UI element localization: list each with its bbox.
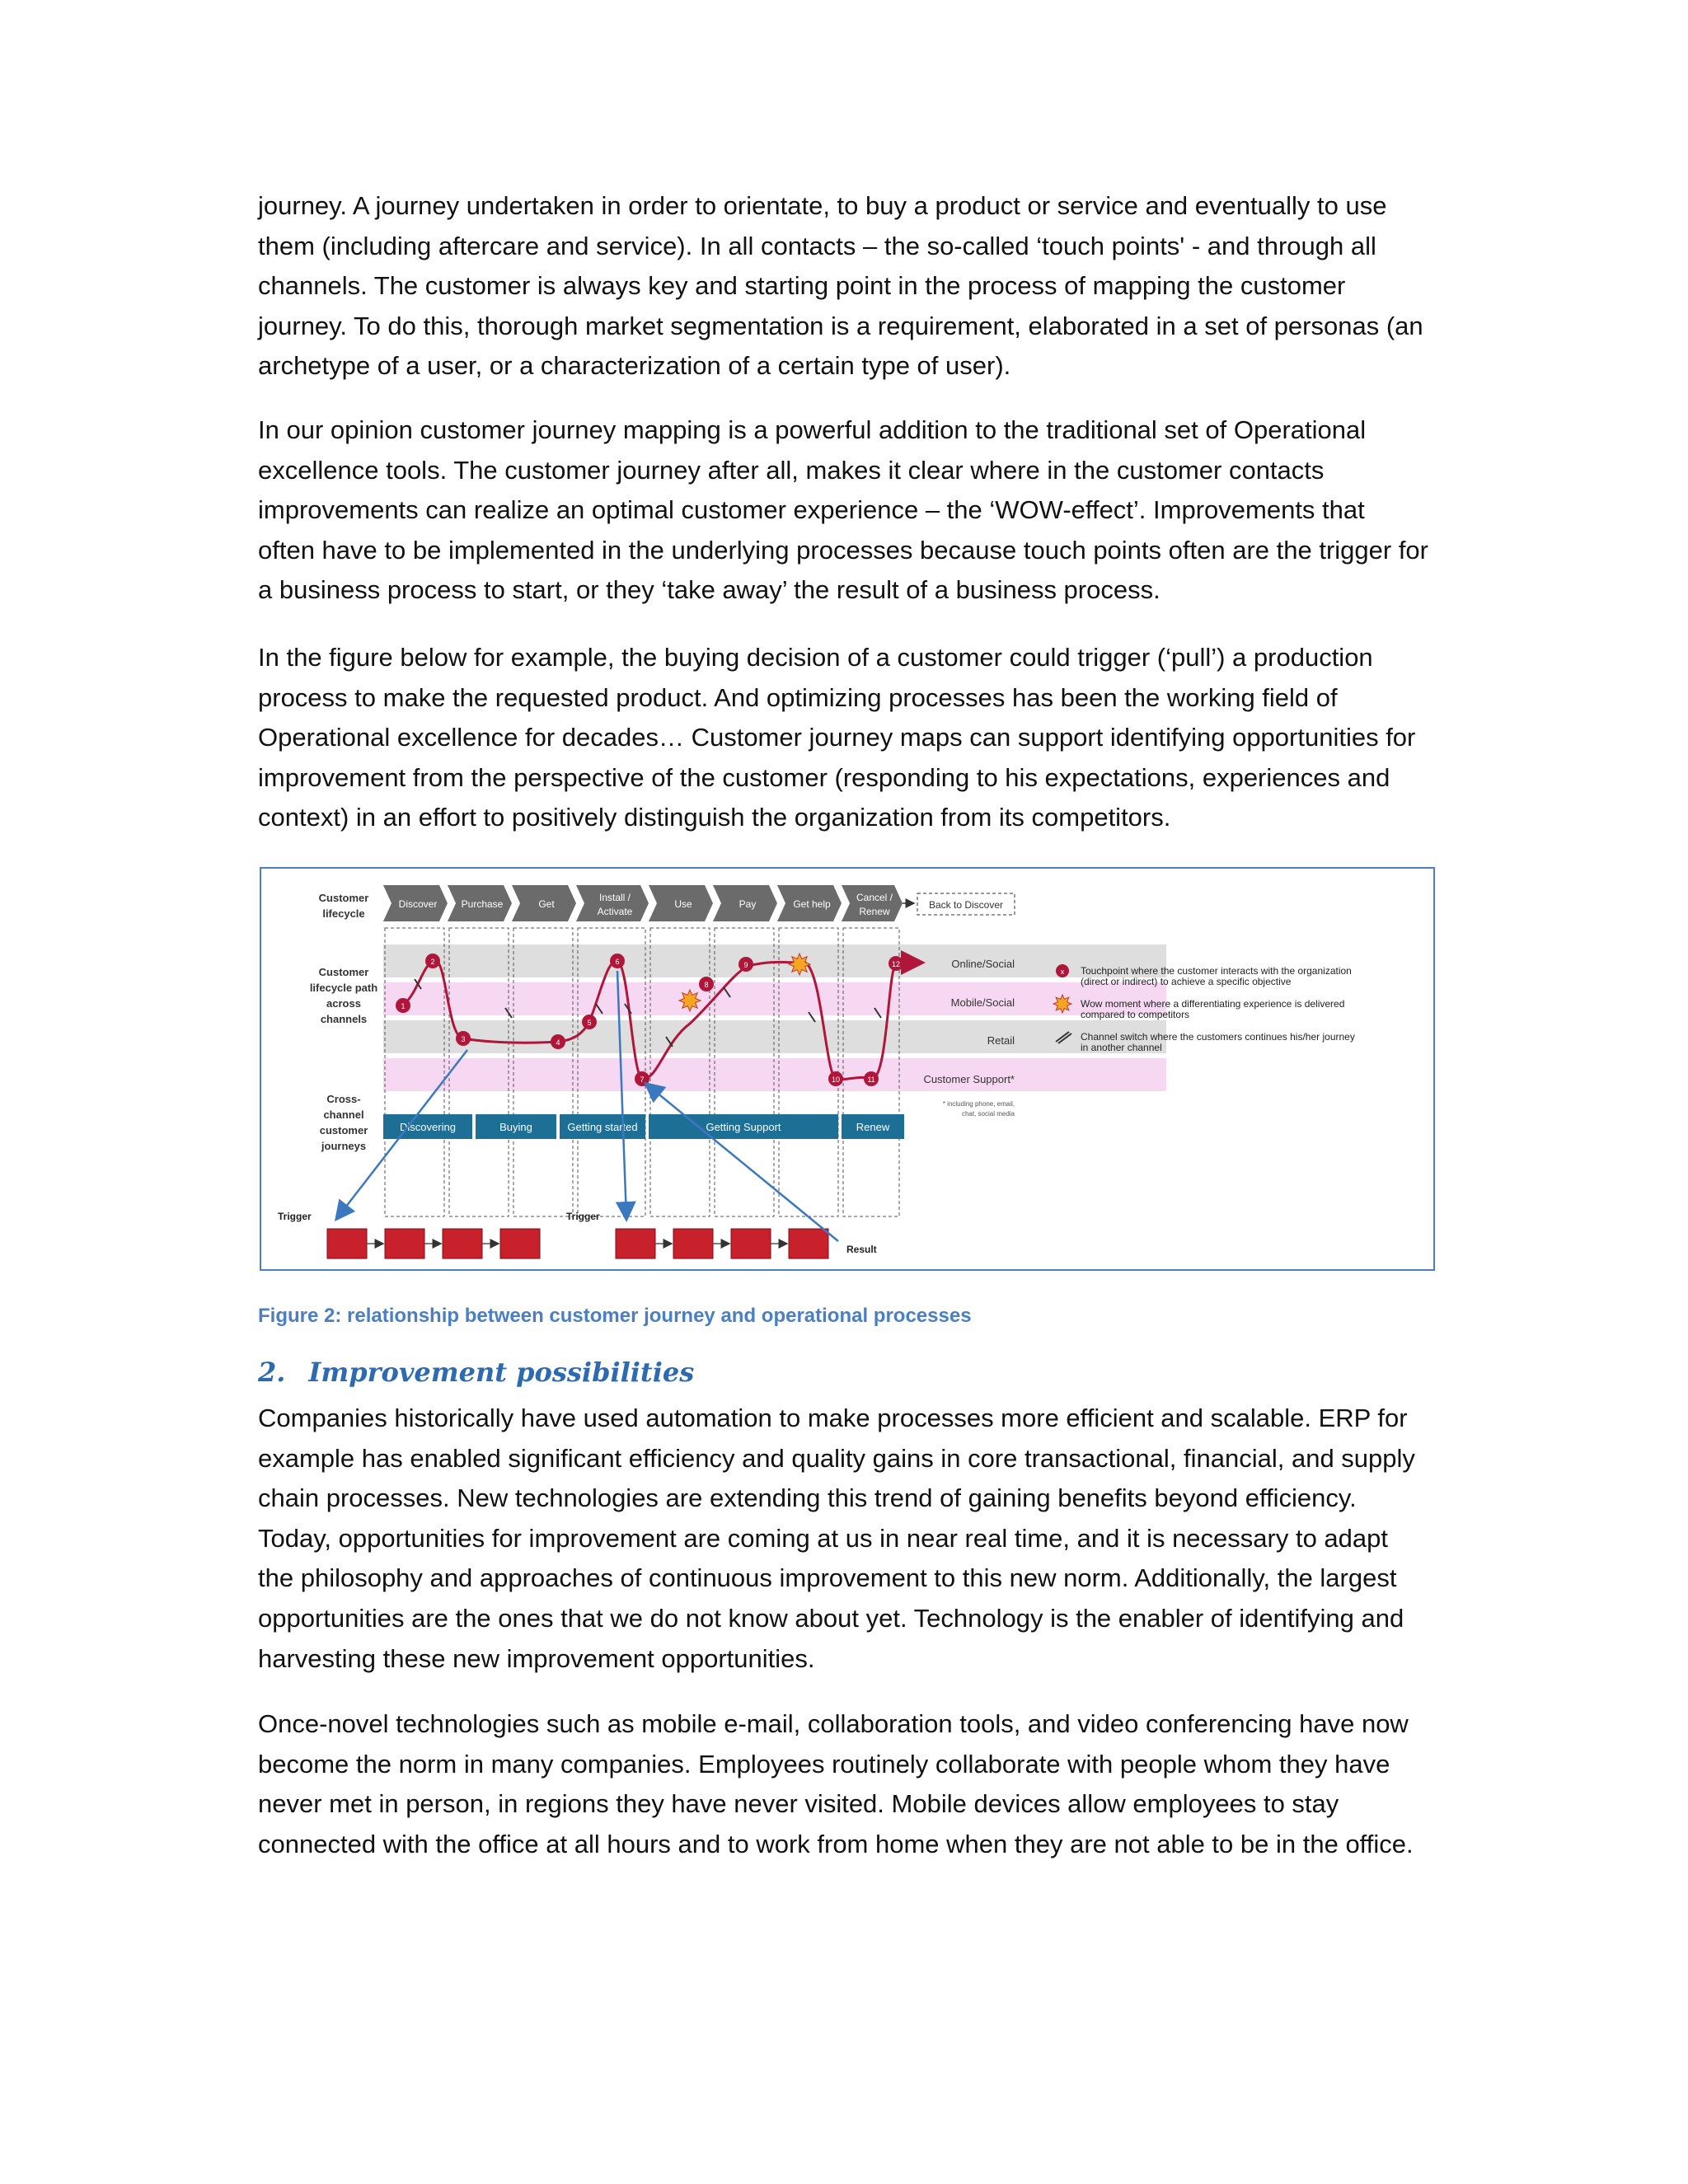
- stage-label: Install /: [598, 892, 631, 903]
- wow-star-icon: [679, 990, 701, 1011]
- row-label-lifecycle: lifecycle: [322, 907, 365, 920]
- journey-label: Renew: [856, 1121, 890, 1133]
- figure-caption: Figure 2: relationship between customer journey and operational processes: [258, 1305, 972, 1327]
- paragraph-technologies: Once-novel technologies such as mobile e-mail, collaboration tools, and video conferencing have now become the norm in many companies. Employees routinely collaborate with people whom they have never met in person, in regions they have never visited. Mobile devices allow employees to stay connected with the office at all hours and to work from home when they are not able to be in the office.: [258, 1709, 1414, 1858]
- legend-touchpoint-symbol: x: [1060, 968, 1065, 976]
- trigger-label: Trigger: [566, 1211, 600, 1222]
- legend-touchpoint-text: (direct or indirect) to achieve a specific objective: [1081, 976, 1292, 987]
- channel-band: [383, 1020, 1166, 1053]
- journey-label: Getting Support: [706, 1121, 781, 1133]
- stage-label: Purchase: [461, 898, 504, 910]
- channel-band: [383, 982, 1166, 1015]
- touchpoint-number: 4: [556, 1038, 560, 1047]
- process-box: [789, 1229, 828, 1258]
- paragraph-companies: Companies historically have used automation to make processes more efficient and scalable. ERP for example has enabled significant efficiency and quality gains in core transactional, financial, and supply chain processes. New technologies are extending this trend of gaining benefits beyond efficiency. Today, opportunities for improvement are coming at us in near real time, and it is necessary to adapt the philosophy and approaches of continuous improvement to this new norm. Additionally, the largest opportunities are the ones that we do not know about yet. Technology is the enabler of identifying and harvesting these new improvement opportunities.: [258, 1404, 1415, 1673]
- result-label: Result: [846, 1244, 877, 1255]
- touchpoint-number: 12: [891, 960, 901, 968]
- wow-star-icon: [789, 954, 810, 975]
- touchpoint-number: 6: [615, 958, 620, 966]
- stage-label: Cancel /: [856, 892, 893, 903]
- journey-label: Getting started: [567, 1121, 638, 1133]
- stage-label: Discover: [398, 898, 438, 910]
- back-to-discover-label: Back to Discover: [928, 899, 1004, 911]
- process-box: [673, 1229, 713, 1258]
- channel-band: [383, 1058, 1166, 1091]
- paragraph-figure-intro: In the figure below for example, the buying decision of a customer could trigger (‘pull’) a production process to make the requested product. And optimizing processes has been the working field of Operational excellence for decades… Customer journey maps can support identifying opportunities for improvement from the perspective of the customer (responding to his expectations, experiences and context) in an effort to positively distinguish the organization from its competitors.: [258, 643, 1416, 832]
- touchpoint-number: 7: [640, 1076, 645, 1084]
- legend-wow-text: Wow moment where a differentiating experience is delivered: [1081, 998, 1345, 1010]
- process-box: [616, 1229, 655, 1258]
- channel-note: * including phone, email,: [942, 1100, 1015, 1108]
- customer-journey-diagram: [261, 869, 1433, 1269]
- row-label-cross: customer: [319, 1124, 368, 1137]
- row-label-cross: channel: [323, 1108, 364, 1121]
- stage-label: Get help: [793, 898, 831, 910]
- row-label-lifecycle: Customer: [318, 892, 369, 904]
- trigger-label: Trigger: [278, 1211, 312, 1222]
- stage-label: Pay: [738, 898, 757, 910]
- legend-wow-icon: [1053, 995, 1071, 1013]
- row-label-cross: journeys: [321, 1140, 367, 1152]
- legend-switch-text: Channel switch where the customers continues his/her journey: [1081, 1031, 1355, 1043]
- touchpoint-number: 3: [461, 1035, 466, 1043]
- process-box: [327, 1229, 367, 1258]
- stage-label: Activate: [597, 906, 633, 917]
- touchpoint-number: 5: [587, 1019, 592, 1027]
- touchpoint-number: 2: [430, 958, 435, 966]
- section-heading: [258, 1357, 694, 1388]
- stage-label: Renew: [859, 906, 890, 917]
- touchpoint-number: 10: [831, 1076, 841, 1084]
- channel-label: Retail: [987, 1034, 1015, 1047]
- stage-label: Get: [538, 898, 555, 910]
- row-label-path: across: [326, 997, 361, 1010]
- channel-label: Mobile/Social: [950, 996, 1015, 1009]
- channel-label: Online/Social: [951, 958, 1015, 970]
- row-label-path: Customer: [318, 966, 369, 978]
- paragraph-opinion: In our opinion customer journey mapping is a powerful addition to the traditional set of Operational excellence tools. The customer journey after all, makes it clear where in the customer contacts improvements can realize an optimal customer experience – the ‘WOW-effect’. Improvements that often have to be implemented in the underlying processes because touch points often are the trigger for a business process to start, or they ‘take away’ the result of a business process.: [258, 415, 1428, 605]
- touchpoint-number: 9: [743, 961, 748, 969]
- row-label-path: channels: [320, 1013, 368, 1025]
- process-box: [385, 1229, 424, 1258]
- result-arrow: [647, 1085, 838, 1241]
- customer-journey-figure: [260, 867, 1435, 1271]
- paragraph-journey: journey. A journey undertaken in order to orientate, to buy a product or service and eventually to use them (including aftercare and service). In all contacts – the so-called ‘touch points' - and through all channels. The customer is always key and starting point in the process of mapping the customer journey. To do this, thorough market segmentation is a requirement, elaborated in a set of personas (an archetype of a user, or a characterization of a certain type of user).: [258, 191, 1423, 381]
- touchpoint-number: 11: [867, 1076, 875, 1084]
- channel-label: Customer Support*: [923, 1073, 1015, 1085]
- section-title: Improvement possibilities: [308, 1357, 695, 1388]
- channel-note: chat, social media: [961, 1110, 1015, 1118]
- section-number: 2.: [258, 1357, 286, 1388]
- journey-label: Discovering: [400, 1121, 456, 1133]
- touchpoint-number: 8: [704, 981, 709, 989]
- process-box: [443, 1229, 482, 1258]
- row-label-cross: Cross-: [326, 1093, 361, 1105]
- process-box: [500, 1229, 540, 1258]
- journey-label: Buying: [499, 1121, 532, 1133]
- process-box: [731, 1229, 771, 1258]
- legend-switch-text: in another channel: [1081, 1042, 1162, 1053]
- row-label-path: lifecycle path: [309, 982, 378, 994]
- stage-label: Use: [674, 898, 692, 910]
- legend-wow-text: compared to competitors: [1081, 1009, 1190, 1020]
- touchpoint-number: 1: [401, 1002, 406, 1010]
- legend-touchpoint-text: Touchpoint where the customer interacts with the organization: [1081, 965, 1352, 977]
